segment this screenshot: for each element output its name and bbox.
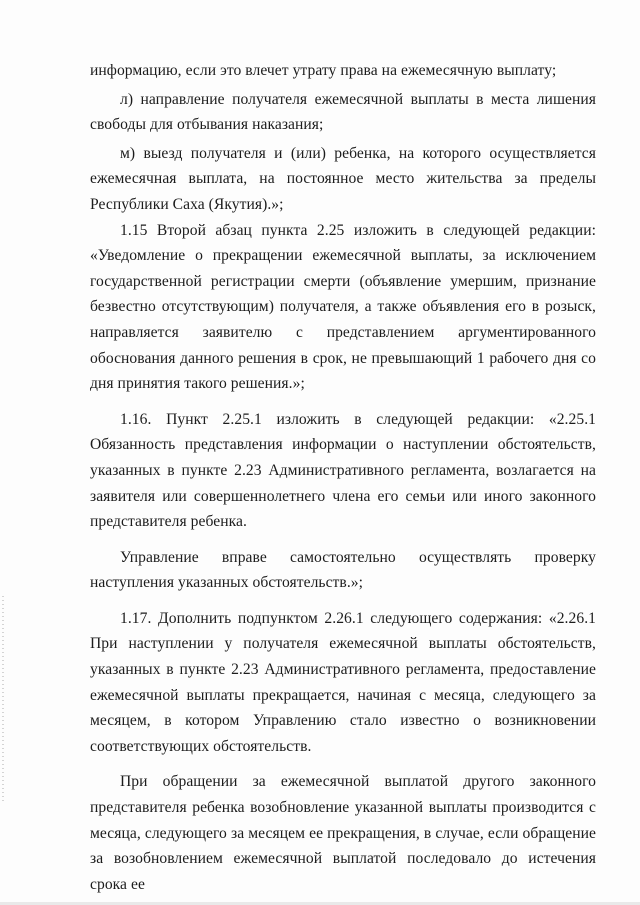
paragraph-1-17: 1.17. Дополнить подпунктом 2.26.1 следующего содержания: «2.26.1 При наступлении у получателя ежемесячной выплаты обстоятельств, указанных в пункте 2.23 Административного регламента, предоставление ежемесячной выплаты прекращается, начиная с месяца, следующего за месяцем, в котором Управлению стало известно о возникновении соответствующих обстоятельств. [90,609,596,755]
paragraph-continuation: информацию, если это влечет утрату права на ежемесячную выплату; [90,62,557,79]
paragraph-management-right: Управление вправе самостоятельно осуществлять проверку наступления указанных обстоятельств.»; [90,548,596,592]
paragraph-item-m: м) выезд получателя и (или) ребенка, на которого осуществляется ежемесячная выплата, на постоянное место жительства за пределы Республики Саха (Якутия).»; [90,144,596,213]
document-body [90,58,596,897]
paragraph-1-16: 1.16. Пункт 2.25.1 изложить в следующей редакции: «2.25.1 Обязанность представления информации о наступлении обстоятельств, указанных в пункте 2.23 Административного регламента, возлагается на заявителя или совершеннолетнего члена его семьи или иного законного представителя ребенка. [90,410,596,531]
paragraph-other-representative: При обращении за ежемесячной выплатой другого законного представителя ребенка возобновление указанной выплаты производится с месяца, следующего за месяцем ее прекращения, в случае, если обращение за возобновлением ежемесячной выплатой последовало до истечения срока ее [90,773,596,893]
paragraph-item-l: л) направление получателя ежемесячной выплаты в места лишения свободы для отбывания наказания; [90,90,596,134]
scan-binding-marks [2,596,4,801]
paragraph-1-15: 1.15 Второй абзац пункта 2.25 изложить в следующей редакции: «Уведомление о прекращении ежемесячной выплаты, за исключением государственной регистрации смерти (объявление умершим, признание безвестно отсутствующим) получателя, а также объявления его в розыск, направляется заявителю с представлением аргументированного обоснования данного решения в срок, не превышающий 1 рабочего дня со дня принятия такого решения.»; [90,221,596,393]
